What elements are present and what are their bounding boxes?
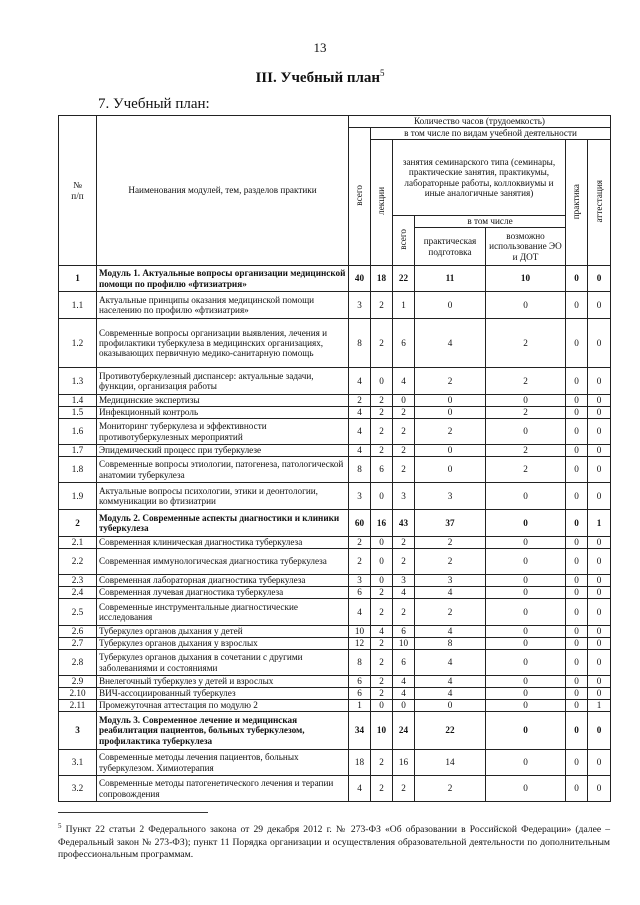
header-practice-text: практика	[571, 183, 582, 219]
cell-num: 2.5	[59, 599, 97, 626]
cell-pr: 0	[566, 292, 588, 319]
cell-pp: 0	[415, 457, 486, 483]
cell-pp: 22	[415, 712, 486, 750]
cell-pr: 0	[566, 319, 588, 368]
cell-name: Туберкулез органов дыхания в сочетании с другими заболеваниями и состояниями	[97, 650, 349, 676]
module-row	[59, 266, 611, 292]
cell-att: 0	[588, 549, 611, 575]
cell-total: 4	[349, 445, 371, 457]
table-row	[59, 549, 611, 575]
cell-lec: 2	[371, 599, 393, 626]
footnote	[58, 822, 610, 862]
cell-num: 2.2	[59, 549, 97, 575]
table-row	[59, 676, 611, 688]
cell-lec: 2	[371, 395, 393, 407]
cell-total: 12	[349, 638, 371, 650]
cell-num: 1.3	[59, 368, 97, 395]
cell-lec: 10	[371, 712, 393, 750]
cell-total: 4	[349, 599, 371, 626]
cell-total: 10	[349, 626, 371, 638]
cell-eo: 0	[486, 650, 566, 676]
cell-lec: 18	[371, 266, 393, 292]
cell-pr: 0	[566, 676, 588, 688]
cell-pr: 0	[566, 575, 588, 587]
cell-pr: 0	[566, 750, 588, 776]
cell-lec: 0	[371, 549, 393, 575]
cell-lec: 2	[371, 688, 393, 700]
cell-name: Внелегочный туберкулез у детей и взрослых	[97, 676, 349, 688]
cell-lec: 2	[371, 587, 393, 599]
cell-pr: 0	[566, 626, 588, 638]
cell-total: 60	[349, 510, 371, 537]
cell-pp: 8	[415, 638, 486, 650]
cell-total: 4	[349, 368, 371, 395]
cell-eo: 0	[486, 712, 566, 750]
table-row	[59, 292, 611, 319]
cell-eo: 0	[486, 626, 566, 638]
cell-pp: 3	[415, 483, 486, 510]
cell-num: 3	[59, 712, 97, 750]
header-name: Наименования модулей, тем, разделов практики	[97, 116, 349, 266]
table-header	[59, 116, 611, 266]
header-practice	[566, 140, 588, 266]
header-num	[59, 116, 97, 266]
header-attestation-text: аттестация	[593, 180, 604, 223]
cell-att: 0	[588, 445, 611, 457]
cell-pp: 0	[415, 700, 486, 712]
header-by-type: в том числе по видам учебной деятельности	[371, 128, 611, 140]
cell-num: 1.6	[59, 419, 97, 445]
cell-att: 0	[588, 292, 611, 319]
cell-num: 1	[59, 266, 97, 292]
cell-eo: 2	[486, 457, 566, 483]
cell-pp: 2	[415, 776, 486, 802]
cell-pp: 4	[415, 650, 486, 676]
cell-lec: 2	[371, 750, 393, 776]
curriculum-table	[58, 115, 611, 802]
cell-pp: 2	[415, 549, 486, 575]
cell-att: 0	[588, 395, 611, 407]
footnote-text: Пункт 22 статьи 2 Федерального закона от 29 декабря 2012 г. № 273-ФЗ «Об образовании в Российской Федерации» (далее – Федеральный закон № 273-ФЗ); пункт 11 Порядка организации и осуществления образовательной деятельности по дополнительным профессиональным программам.	[58, 824, 610, 861]
table-row	[59, 587, 611, 599]
cell-pp: 2	[415, 599, 486, 626]
cell-sem: 2	[393, 537, 415, 549]
table-row	[59, 575, 611, 587]
cell-sem: 24	[393, 712, 415, 750]
cell-num: 1.7	[59, 445, 97, 457]
cell-lec: 0	[371, 700, 393, 712]
cell-lec: 2	[371, 407, 393, 419]
cell-pr: 0	[566, 395, 588, 407]
cell-total: 6	[349, 688, 371, 700]
cell-eo: 0	[486, 537, 566, 549]
cell-total: 8	[349, 457, 371, 483]
cell-pr: 0	[566, 700, 588, 712]
cell-lec: 2	[371, 445, 393, 457]
cell-pr: 0	[566, 407, 588, 419]
cell-num: 2.3	[59, 575, 97, 587]
cell-att: 0	[588, 599, 611, 626]
cell-att: 0	[588, 368, 611, 395]
cell-sem: 4	[393, 676, 415, 688]
cell-eo: 0	[486, 750, 566, 776]
cell-total: 3	[349, 575, 371, 587]
cell-name: Инфекционный контроль	[97, 407, 349, 419]
cell-sem: 10	[393, 638, 415, 650]
cell-num: 1.9	[59, 483, 97, 510]
cell-name: Медицинские экспертизы	[97, 395, 349, 407]
module-row	[59, 712, 611, 750]
cell-eo: 0	[486, 700, 566, 712]
cell-att: 0	[588, 537, 611, 549]
cell-sem: 6	[393, 319, 415, 368]
cell-total: 18	[349, 750, 371, 776]
cell-num: 2.11	[59, 700, 97, 712]
table-row	[59, 599, 611, 626]
cell-pr: 0	[566, 688, 588, 700]
cell-eo: 0	[486, 599, 566, 626]
cell-pp: 2	[415, 419, 486, 445]
table-row	[59, 700, 611, 712]
table-row	[59, 537, 611, 549]
cell-name: Современные инструментальные диагностические исследования	[97, 599, 349, 626]
cell-pr: 0	[566, 457, 588, 483]
cell-sem: 4	[393, 688, 415, 700]
cell-total: 4	[349, 419, 371, 445]
cell-pr: 0	[566, 549, 588, 575]
cell-att: 0	[588, 676, 611, 688]
table-row	[59, 319, 611, 368]
header-attestation	[588, 140, 611, 266]
table-row	[59, 368, 611, 395]
footnote-divider	[58, 812, 208, 813]
table-row	[59, 650, 611, 676]
cell-eo: 0	[486, 638, 566, 650]
cell-sem: 4	[393, 368, 415, 395]
cell-name: Современные вопросы этиологии, патогенеза, патологической анатомии туберкулеза	[97, 457, 349, 483]
cell-att: 1	[588, 700, 611, 712]
header-num-text: № п/п	[71, 180, 84, 201]
cell-num: 2.9	[59, 676, 97, 688]
plan-caption: 7. Учебный план:	[98, 96, 210, 112]
cell-pr: 0	[566, 537, 588, 549]
cell-num: 1.4	[59, 395, 97, 407]
cell-name: Модуль 1. Актуальные вопросы организации медицинской помощи по профилю «фтизиатрия»	[97, 266, 349, 292]
header-hours: Количество часов (трудоемкость)	[349, 116, 611, 128]
cell-num: 1.5	[59, 407, 97, 419]
cell-pr: 0	[566, 776, 588, 802]
section-title-text: III. Учебный план	[255, 70, 381, 86]
header-seminar-total	[393, 216, 415, 266]
page-number: 13	[313, 40, 327, 55]
cell-name: Актуальные принципы оказания медицинской помощи населению по профилю «фтизиатрия»	[97, 292, 349, 319]
cell-lec: 4	[371, 626, 393, 638]
cell-total: 8	[349, 650, 371, 676]
cell-pr: 0	[566, 599, 588, 626]
table-row	[59, 483, 611, 510]
cell-lec: 0	[371, 483, 393, 510]
header-lectures	[371, 140, 393, 266]
cell-pr: 0	[566, 638, 588, 650]
cell-num: 2	[59, 510, 97, 537]
header-practical-prep: практическая подготовка	[415, 228, 486, 266]
cell-sem: 1	[393, 292, 415, 319]
cell-att: 0	[588, 650, 611, 676]
cell-total: 8	[349, 319, 371, 368]
cell-eo: 0	[486, 688, 566, 700]
cell-pp: 4	[415, 587, 486, 599]
cell-total: 2	[349, 549, 371, 575]
table-row	[59, 638, 611, 650]
cell-total: 2	[349, 537, 371, 549]
cell-pp: 2	[415, 368, 486, 395]
cell-pr: 0	[566, 419, 588, 445]
cell-pp: 0	[415, 407, 486, 419]
cell-sem: 6	[393, 626, 415, 638]
table-row	[59, 626, 611, 638]
cell-name: Туберкулез органов дыхания у взрослых	[97, 638, 349, 650]
cell-att: 0	[588, 688, 611, 700]
footnote-mark: 5	[58, 822, 62, 830]
cell-sem: 0	[393, 700, 415, 712]
cell-pp: 37	[415, 510, 486, 537]
cell-sem: 0	[393, 395, 415, 407]
cell-eo: 0	[486, 676, 566, 688]
table-row	[59, 457, 611, 483]
cell-sem: 6	[393, 650, 415, 676]
cell-num: 1.8	[59, 457, 97, 483]
cell-sem: 2	[393, 776, 415, 802]
cell-pp: 4	[415, 626, 486, 638]
cell-eo: 0	[486, 549, 566, 575]
cell-sem: 2	[393, 407, 415, 419]
cell-name: ВИЧ-ассоциированный туберкулез	[97, 688, 349, 700]
cell-pp: 4	[415, 688, 486, 700]
cell-lec: 0	[371, 368, 393, 395]
cell-att: 0	[588, 750, 611, 776]
cell-eo: 0	[486, 587, 566, 599]
cell-pr: 0	[566, 650, 588, 676]
cell-num: 2.4	[59, 587, 97, 599]
cell-num: 3.2	[59, 776, 97, 802]
table-body	[59, 266, 611, 802]
cell-att: 1	[588, 510, 611, 537]
cell-total: 1	[349, 700, 371, 712]
cell-att: 0	[588, 776, 611, 802]
cell-eo: 0	[486, 575, 566, 587]
cell-num: 1.1	[59, 292, 97, 319]
cell-name: Современные методы лечения пациентов, больных туберкулезом. Химиотерапия	[97, 750, 349, 776]
section-footnote-mark: 5	[380, 68, 385, 78]
cell-eo: 0	[486, 395, 566, 407]
cell-sem: 2	[393, 445, 415, 457]
cell-pr: 0	[566, 510, 588, 537]
cell-sem: 2	[393, 419, 415, 445]
header-eo-dot: возможно использование ЭО и ДОТ	[486, 228, 566, 266]
header-including: в том числе	[415, 216, 566, 228]
cell-total: 2	[349, 395, 371, 407]
cell-pr: 0	[566, 587, 588, 599]
cell-pr: 0	[566, 445, 588, 457]
cell-lec: 2	[371, 638, 393, 650]
cell-pp: 0	[415, 445, 486, 457]
cell-lec: 2	[371, 676, 393, 688]
cell-name: Актуальные вопросы психологии, этики и деонтологии, коммуникации во фтизиатрии	[97, 483, 349, 510]
cell-name: Модуль 3. Современное лечение и медицинская реабилитация пациентов, больных туберкулезом, профилактика туберкулеза	[97, 712, 349, 750]
cell-sem: 43	[393, 510, 415, 537]
cell-eo: 0	[486, 419, 566, 445]
cell-att: 0	[588, 575, 611, 587]
cell-total: 6	[349, 587, 371, 599]
cell-name: Современная клиническая диагностика туберкулеза	[97, 537, 349, 549]
cell-att: 0	[588, 319, 611, 368]
cell-att: 0	[588, 407, 611, 419]
cell-name: Промежуточная аттестация по модулю 2	[97, 700, 349, 712]
cell-eo: 0	[486, 510, 566, 537]
cell-total: 4	[349, 407, 371, 419]
header-total	[349, 128, 371, 266]
cell-lec: 16	[371, 510, 393, 537]
cell-pp: 14	[415, 750, 486, 776]
cell-eo: 10	[486, 266, 566, 292]
cell-eo: 2	[486, 368, 566, 395]
cell-name: Мониторинг туберкулеза и эффективности противотуберкулезных мероприятий	[97, 419, 349, 445]
cell-name: Противотуберкулезный диспансер: актуальные задачи, функции, организация работы	[97, 368, 349, 395]
cell-lec: 2	[371, 776, 393, 802]
cell-sem: 4	[393, 587, 415, 599]
cell-total: 34	[349, 712, 371, 750]
cell-name: Туберкулез органов дыхания у детей	[97, 626, 349, 638]
table-row	[59, 750, 611, 776]
table-row	[59, 407, 611, 419]
cell-pp: 3	[415, 575, 486, 587]
cell-name: Современная лучевая диагностика туберкулеза	[97, 587, 349, 599]
module-row	[59, 510, 611, 537]
cell-num: 2.8	[59, 650, 97, 676]
cell-sem: 16	[393, 750, 415, 776]
cell-lec: 2	[371, 650, 393, 676]
cell-att: 0	[588, 483, 611, 510]
table-row	[59, 419, 611, 445]
cell-name: Современные методы патогенетического лечения и терапии сопровождения	[97, 776, 349, 802]
cell-total: 40	[349, 266, 371, 292]
cell-eo: 2	[486, 319, 566, 368]
cell-att: 0	[588, 419, 611, 445]
cell-sem: 3	[393, 483, 415, 510]
cell-lec: 2	[371, 319, 393, 368]
cell-name: Эпидемический процесс при туберкулезе	[97, 445, 349, 457]
cell-eo: 0	[486, 776, 566, 802]
cell-name: Современные вопросы организации выявления, лечения и профилактики туберкулеза в медицинских организациях, оказывающих первичную медико-санитарную помощь	[97, 319, 349, 368]
cell-att: 0	[588, 712, 611, 750]
cell-sem: 2	[393, 549, 415, 575]
cell-lec: 2	[371, 292, 393, 319]
cell-att: 0	[588, 457, 611, 483]
cell-total: 3	[349, 292, 371, 319]
cell-sem: 22	[393, 266, 415, 292]
cell-lec: 0	[371, 575, 393, 587]
cell-lec: 0	[371, 537, 393, 549]
cell-num: 2.6	[59, 626, 97, 638]
cell-num: 3.1	[59, 750, 97, 776]
cell-eo: 2	[486, 445, 566, 457]
cell-pp: 0	[415, 395, 486, 407]
cell-name: Современная иммунологическая диагностика туберкулеза	[97, 549, 349, 575]
cell-name: Модуль 2. Современные аспекты диагностики и клиники туберкулеза	[97, 510, 349, 537]
header-seminar-total-text: всего	[398, 229, 409, 250]
cell-total: 4	[349, 776, 371, 802]
cell-pp: 4	[415, 676, 486, 688]
cell-total: 6	[349, 676, 371, 688]
header-seminar: занятия семинарского типа (семинары, практические занятия, практикумы, лабораторные работы, коллоквиумы и иные аналогичные занятия)	[393, 140, 566, 216]
cell-sem: 3	[393, 575, 415, 587]
cell-pr: 0	[566, 712, 588, 750]
cell-pr: 0	[566, 483, 588, 510]
section-title	[0, 68, 640, 87]
cell-att: 0	[588, 266, 611, 292]
table-row	[59, 395, 611, 407]
cell-att: 0	[588, 587, 611, 599]
cell-att: 0	[588, 626, 611, 638]
cell-pp: 11	[415, 266, 486, 292]
cell-eo: 0	[486, 292, 566, 319]
table-row	[59, 776, 611, 802]
cell-num: 2.7	[59, 638, 97, 650]
cell-total: 3	[349, 483, 371, 510]
cell-pp: 0	[415, 292, 486, 319]
cell-pr: 0	[566, 368, 588, 395]
cell-pr: 0	[566, 266, 588, 292]
cell-eo: 2	[486, 407, 566, 419]
table-row	[59, 445, 611, 457]
header-lectures-text: лекции	[376, 187, 387, 216]
cell-lec: 6	[371, 457, 393, 483]
cell-sem: 2	[393, 599, 415, 626]
cell-pp: 4	[415, 319, 486, 368]
header-total-text: всего	[354, 185, 365, 206]
cell-num: 2.10	[59, 688, 97, 700]
cell-num: 1.2	[59, 319, 97, 368]
cell-sem: 2	[393, 457, 415, 483]
cell-name: Современная лабораторная диагностика туберкулеза	[97, 575, 349, 587]
table-row	[59, 688, 611, 700]
cell-att: 0	[588, 638, 611, 650]
cell-pp: 2	[415, 537, 486, 549]
cell-eo: 0	[486, 483, 566, 510]
cell-num: 2.1	[59, 537, 97, 549]
cell-lec: 2	[371, 419, 393, 445]
